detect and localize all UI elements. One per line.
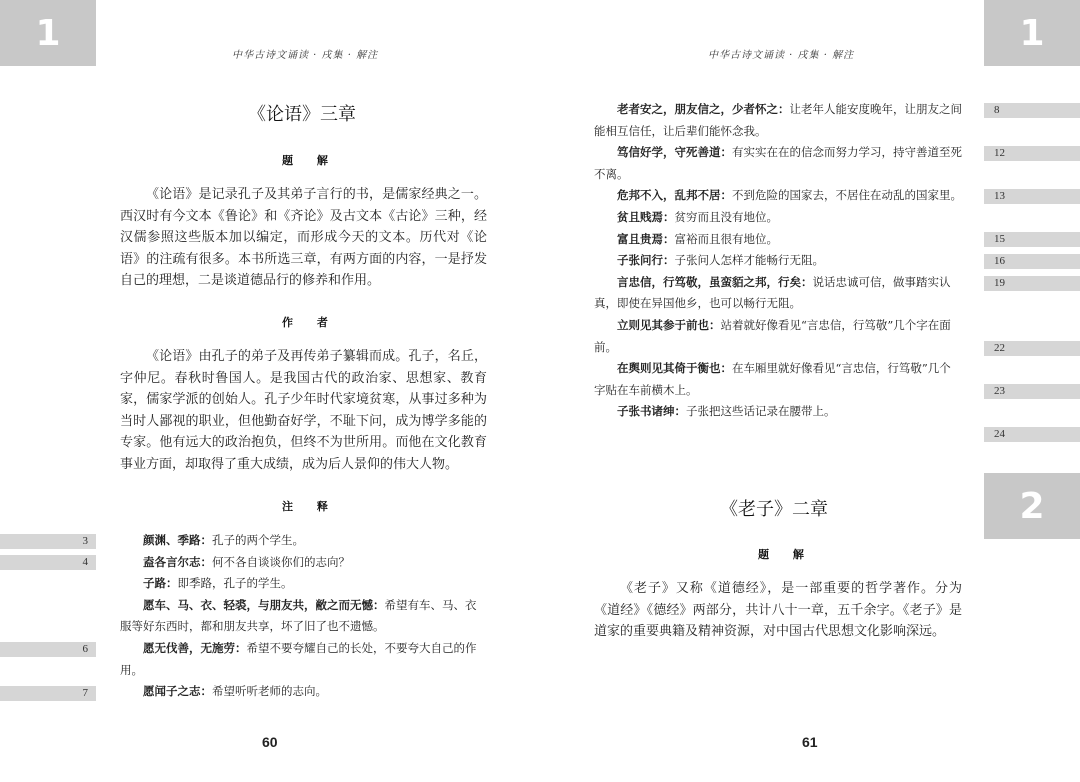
intro-paragraph [120,184,487,292]
author-text: 《论语》由孔子的弟子及再传弟子纂辑而成。孔子，名丘，字仲尼。春秋时鲁国人。是我国古代的政治家、思想家、教育家，儒家学派的创始人。孔子少年时代家境贫寒，从事过多种为当时人鄙视的职业，但他勤奋好学，不耻下问，成为博学多能的专家。他有远大的政治抱负，但终不为世所用。而他在文化教育事业方面，却取得了重大成绩，成为后人景仰的伟大人物。 [120,349,487,472]
note-item: 富且贵焉：富裕而且很有地位。 [617,231,778,246]
note-item: 贫且贱焉：贫穷而且没有地位。 [617,209,778,224]
heading-author: 作 者 [282,316,338,329]
note-item: 言忠信，行笃敬，虽蛮貊之邦，行矣：说话忠诚可信，做事踏实认真，即使在异国他乡，也可以畅行无阻。 [594,274,951,311]
line-number: 4 [0,555,96,570]
line-number: 22 [984,341,1080,356]
heading-intro: 题 解 [758,548,814,561]
line-number: 8 [984,103,1080,118]
note-item: 愿车、马、衣、轻裘，与朋友共，敝之而无憾：希望有车、马、衣服等好东西时，都和朋友共享，坏了旧了也不遗憾。 [120,597,477,634]
line-number: 7 [0,686,96,701]
line-number: 13 [984,189,1080,204]
note-item: 笃信好学，守死善道：有实实在在的信念而努力学习，持守善道至死不离。 [594,145,962,181]
note-item: 盍各言尔志：何不各自谈谈你们的志向？ [143,554,350,569]
heading-intro: 题 解 [282,154,338,167]
note-item: 老者安之，朋友信之，少者怀之：让老年人能安度晚年，让朋友之间能相互信任，让后辈们能怀念我。 [594,102,962,138]
chapter-number: 2 [1019,485,1045,527]
line-number: 3 [0,534,96,549]
page-number: 61 [802,734,818,750]
line-number: 24 [984,427,1080,442]
intro-paragraph [594,578,962,643]
note-item: 愿无伐善，无施劳：希望不要夸耀自己的长处，不要夸大自己的作用。 [120,640,477,677]
line-number: 19 [984,276,1080,291]
page-number: 60 [262,734,278,750]
running-head: 中华古诗文诵读 · 戌集 · 解注 [708,50,855,61]
note-item: 颜渊、季路：孔子的两个学生。 [143,533,304,547]
author-paragraph [120,346,487,476]
note-item: 子张问行：子张问人怎样才能畅行无阻。 [617,253,824,268]
line-number: 15 [984,232,1080,247]
section-title: 《老子》二章 [720,499,828,520]
notes-list [120,530,487,703]
note-item: 在舆则见其倚于衡也：在车厢里就好像看见“言忠信，行笃敬”几个字贴在车前横木上。 [594,361,951,397]
right-page [540,0,1080,782]
running-head: 中华古诗文诵读 · 戌集 · 解注 [232,50,379,61]
note-item: 立则见其参于前也：站着就好像看见“言忠信，行笃敬”几个字在面前。 [594,317,951,354]
line-number: 12 [984,146,1080,161]
line-number: 6 [0,642,96,657]
line-number: 16 [984,254,1080,269]
heading-notes: 注 释 [282,500,338,513]
note-item: 子张书诸绅：子张把这些话记录在腰带上。 [617,404,836,419]
note-item: 子路：即季路，孔子的学生。 [143,576,293,591]
notes-list [594,99,962,423]
note-item: 危邦不入，乱邦不居：不到危险的国家去，不居住在动乱的国家里。 [617,188,962,203]
note-item: 愿闻子之志：希望听听老师的志向。 [143,684,327,699]
chapter-number: 1 [1019,12,1045,54]
intro-text: 《老子》又称《道德经》，是一部重要的哲学著作。分为《道经》《德经》两部分，共计八十一章，五千余字。《老子》是道家的重要典籍及精神资源，对中国古代思想文化影响深远。 [594,581,962,640]
line-number: 23 [984,384,1080,399]
chapter-number-tab [984,473,1080,539]
intro-text: 《论语》是记录孔子及其弟子言行的书，是儒家经典之一。西汉时有今文本《鲁论》和《齐论》及古文本《古论》三种，经汉儒参照这些版本加以编定，而形成今天的文本。历代对《论语》的注疏有很多。本书所选三章，有两方面的内容，一是抒发自己的理想，二是谈道德品行的修养和作用。 [120,187,487,289]
chapter-number-tab [0,0,96,66]
chapter-number-tab [984,0,1080,66]
chapter-number: 1 [35,12,61,54]
section-title: 《论语》三章 [248,104,356,125]
